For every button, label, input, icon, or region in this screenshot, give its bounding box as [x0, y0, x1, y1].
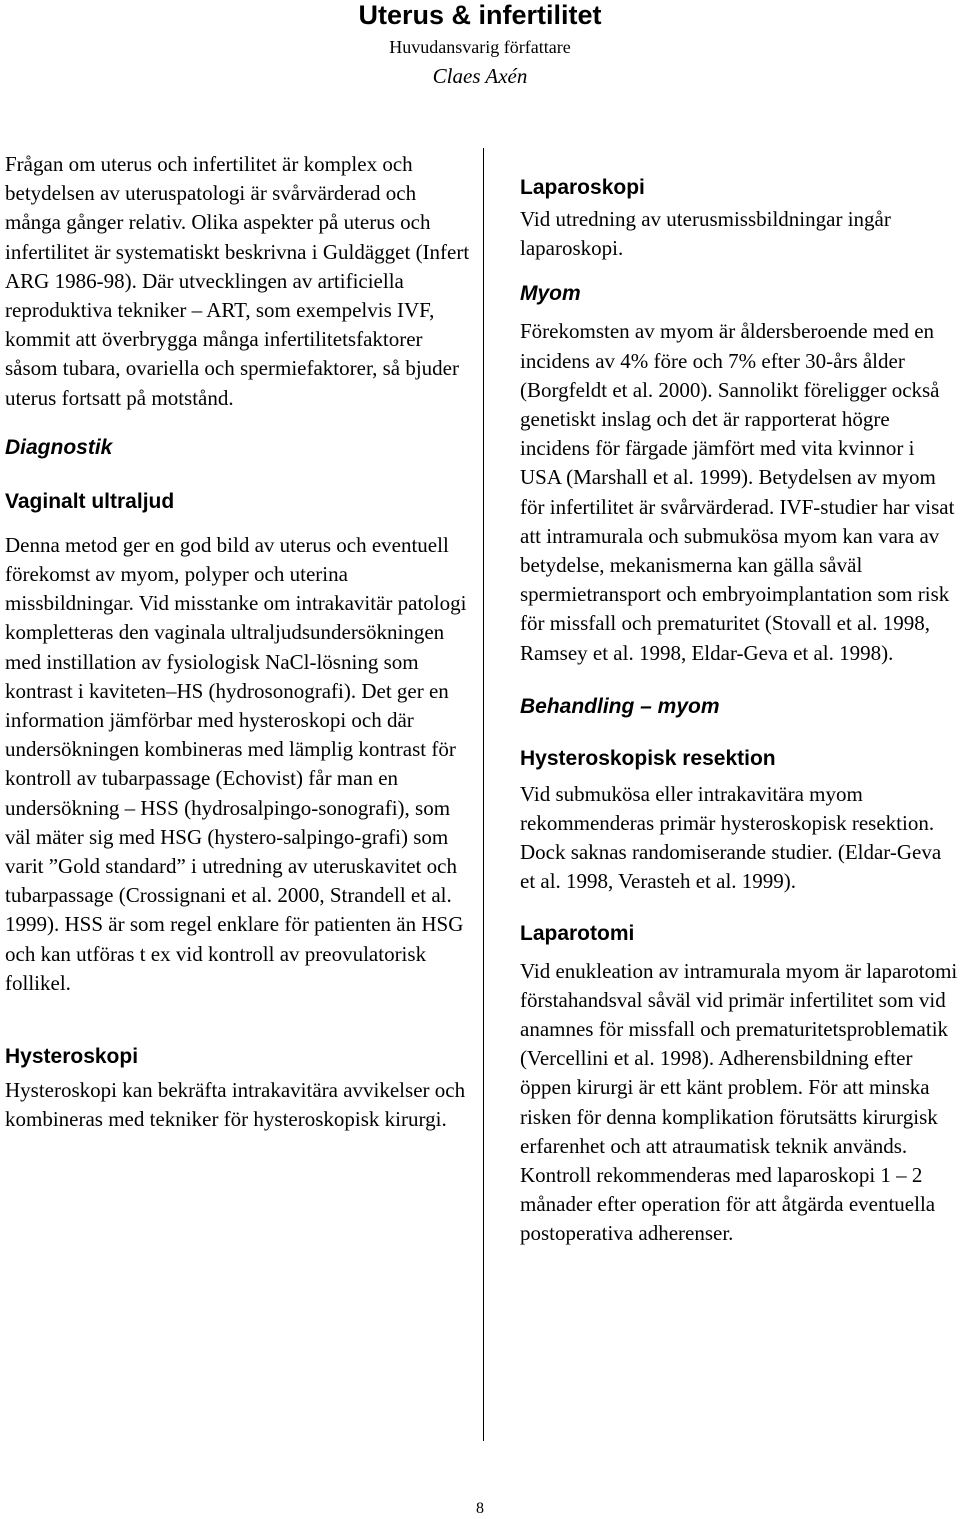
laparotomi-paragraph: Vid enukleation av intramurala myom är laparotomi förstahandsval såväl vid primär infertilitet som vid anamnes för missfall och prematuritetsproblematik (Vercellini et al. 1998). Adherensbildning efter öppen kirurgi är ett känt problem. För att minska risken för denna komplikation förutsätts kirurgisk erfarenhet och att atraumatisk teknik används. Kontroll rekommenderas med laparoskopi 1 – 2 månader efter operation för att åtgärda eventuella postoperativa adherenser. — [520, 958, 958, 1246]
behandling-myom-heading: Behandling – myom — [520, 694, 720, 718]
hysteroskopi-paragraph: Hysteroskopi kan bekräfta intrakavitära avvikelser och kombineras med tekniker för hysteroskopisk kirurgi. — [5, 1078, 466, 1132]
laparoskopi-heading: Laparoskopi — [520, 176, 645, 199]
intro-paragraph: Frågan om uterus och infertilitet är komplex och betydelsen av uteruspatologi är svårvärderad och många gånger relativ. Olika aspekter på uterus och infertilitet är systematiskt beskrivna i Guldägget (Infert ARG 1986-98). Där utvecklingen av artificiella reproduktiva tekniker – ART, som exempelvis IVF, kommit att överbrygga många infertilitetsfaktorer såsom tubara, ovariella och spermiefaktorer, så bjuder uterus fortsatt på motstånd. — [5, 152, 470, 410]
right-column — [520, 173, 960, 1249]
diagnostik-heading: Diagnostik — [5, 435, 113, 459]
document-title: Uterus & infertilitet — [358, 0, 602, 30]
left-column — [5, 150, 470, 1134]
hysteroskopisk-resektion-paragraph: Vid submukösa eller intrakavitära myom rekommenderas primär hysteroskopisk resektion. Dock saknas randomiserande studier. (Eldar-Geva et al. 1998, Verasteh et al. 1999). — [520, 781, 942, 894]
author-role: Huvudansvarig författare — [389, 37, 571, 57]
author-name: Claes Axén — [432, 64, 528, 88]
myom-paragraph: Förekomsten av myom är åldersberoende med en incidens av 4% före och 7% efter 30-års ålder (Borgfeldt et al. 2000). Sannolikt föreligger också genetiskt inslag och det är rapporterat högre incidens för färgade jämfört med vita kvinnor i USA (Marshall et al. 1999). Betydelsen av myom för infertilitet är svårvärderad. IVF-studier har visat att intramurala och submukösa myom kan vara av betydelse, mekanismerna kan gälla såväl spermietransport och embryoimplantation som risk för missfall och prematuritet (Stovall et al. 1998, Ramsey et al. 1998, Eldar-Geva et al. 1998). — [520, 319, 955, 665]
page-number: 8 — [476, 1500, 484, 1517]
hysteroskopisk-resektion-heading: Hysteroskopisk resektion — [520, 746, 776, 770]
column-divider — [483, 148, 484, 1441]
laparotomi-heading: Laparotomi — [520, 921, 635, 945]
vaginalt-ultraljud-heading: Vaginalt ultraljud — [5, 489, 175, 513]
hysteroskopi-heading: Hysteroskopi — [5, 1045, 139, 1069]
myom-heading: Myom — [520, 282, 581, 306]
vaginalt-ultraljud-paragraph: Denna metod ger en god bild av uterus och eventuell förekomst av myom, polyper och uterina missbildningar. Vid misstanke om intrakavitär patologi kompletteras den vaginala ultraljudsundersökningen med instillation av fysiologisk NaCl-lösning som kontrast i kaviteten–HS (hydrosonografi). Det ger en information jämförbar med hysteroskopi och där undersökningen kombineras med lämplig kontrast för kontroll av tubarpassage (Echovist) får man en undersökning – HSS (hydrosalpingo-sonografi), som väl mäter sig med HSG (hystero-salpingo-grafi) som varit ”Gold standard” i utredning av uteruskavitet och tubarpassage (Crossignani et al. 2000, Strandell et al. 1999). HSS är som regel enklare för patienten än HSG och kan utföras t ex vid kontroll av preovulatorisk follikel. — [5, 532, 467, 995]
laparoskopi-paragraph: Vid utredning av uterusmissbildningar ingår laparoskopi. — [520, 207, 891, 261]
